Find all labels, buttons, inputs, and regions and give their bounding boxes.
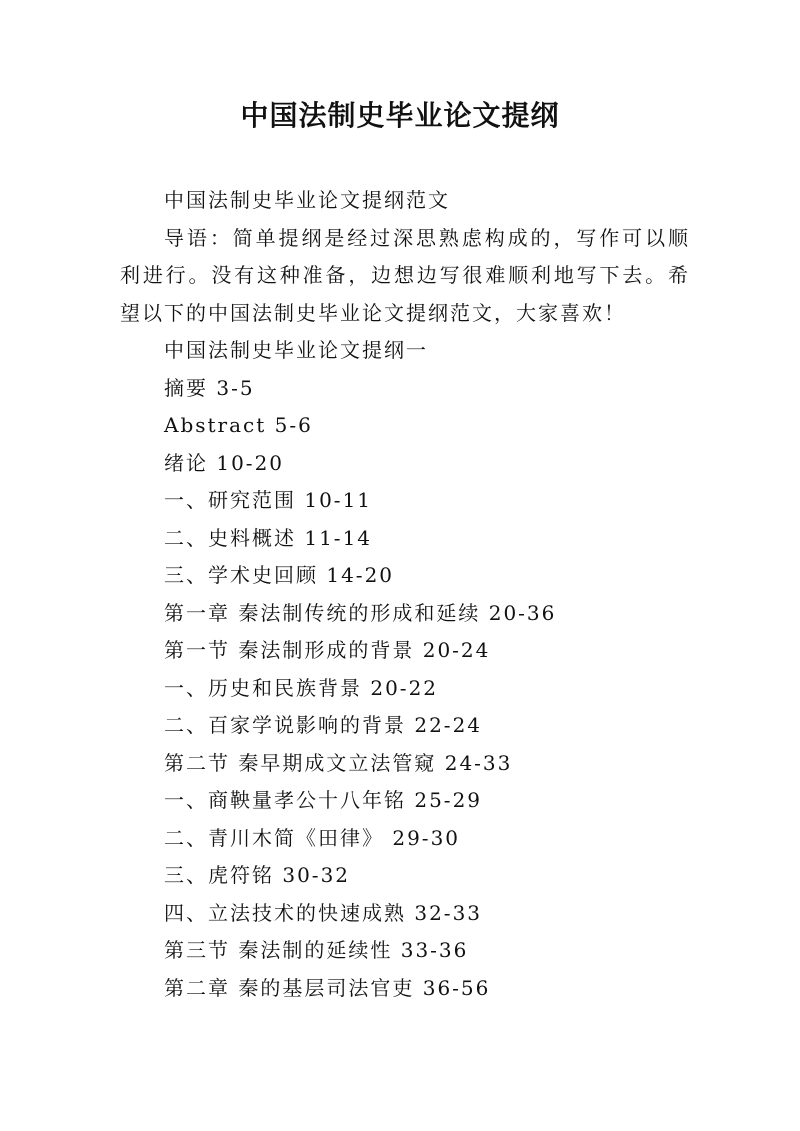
outline-heading: 中国法制史毕业论文提纲一 [164, 338, 428, 362]
intro-paragraph: 导语：简单提纲是经过深思熟虑构成的，写作可以顺利进行。没有这种准备，边想边写很难顺利地写下去。希望以下的中国法制史毕业论文提纲范文，大家喜欢！ [120, 225, 690, 325]
outline-item: 一、研究范围 10-11 [164, 488, 373, 512]
outline-item: 四、立法技术的快速成熟 32-33 [164, 900, 483, 925]
outline-item: 第一节 秦法制形成的背景 20-24 [164, 638, 491, 662]
outline-item: Abstract 5-6 [164, 413, 313, 437]
document-title: 中国法制史毕业论文提纲 [240, 99, 560, 132]
outline-item: 二、百家学说影响的背景 22-24 [164, 713, 483, 737]
outline-item: 三、虎符铭 30-32 [164, 863, 351, 887]
outline-item: 二、史料概述 11-14 [164, 525, 373, 550]
outline-item: 一、商鞅量孝公十八年铭 25-29 [164, 788, 483, 812]
outline-item: 三、学术史回顾 14-20 [164, 563, 395, 587]
outline-item: 第二节 秦早期成文立法管窥 24-33 [164, 750, 513, 775]
outline-item: 第二章 秦的基层司法官吏 36-56 [164, 975, 491, 1000]
document-body [120, 182, 690, 1007]
outline-item: 绪论 10-20 [164, 450, 285, 475]
document-subtitle: 中国法制史毕业论文提纲范文 [164, 188, 450, 212]
outline-item: 摘要 3-5 [164, 375, 255, 400]
outline-item: 一、历史和民族背景 20-22 [164, 675, 439, 700]
outline-item: 二、青川木简《田律》 29-30 [164, 825, 461, 850]
outline-item: 第一章 秦法制传统的形成和延续 20-36 [164, 600, 557, 625]
outline-item: 第三节 秦法制的延续性 33-36 [164, 938, 469, 962]
